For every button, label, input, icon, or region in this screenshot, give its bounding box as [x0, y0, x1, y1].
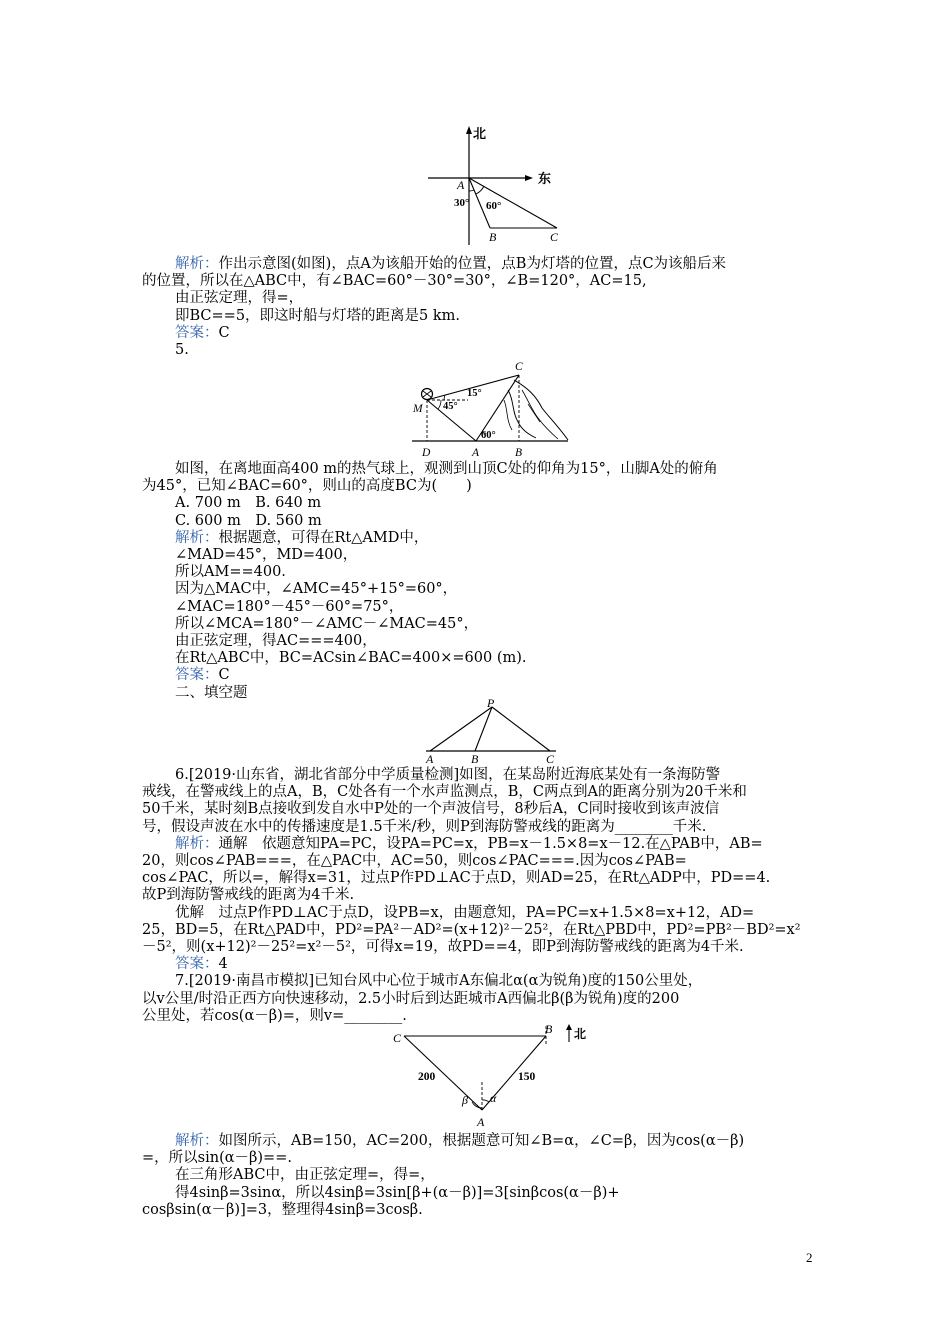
text-line: 即BC==5，即这时船与灯塔的距离是5 km.	[175, 307, 461, 324]
text-line: 在三角形ABC中，由正弦定理=，得=，	[175, 1167, 435, 1184]
text-line: 6.[2019·山东省，湖北省部分中学质量检测]如图，在某岛附近海底某处有一条海防警	[175, 767, 721, 783]
text-line: cosβsin(α－β)]=3，整理得4sinβ=3cosβ.	[142, 1201, 423, 1218]
fig4-point-c: C	[393, 1031, 402, 1045]
fig4-angle-alpha: α	[490, 1091, 497, 1105]
fig2-point-c: C	[515, 361, 523, 373]
text-line: 由正弦定理，得AC===400，	[175, 633, 377, 650]
fig1-point-c: C	[550, 230, 559, 244]
option-line: A. 700 m B. 640 m	[175, 495, 322, 512]
text-line: －5²，则(x+12)²－25²=x²－5²，可得x=19，故PD==4，即P到海防警戒线的距离为4千米.	[142, 939, 744, 956]
fig2-point-b: B	[515, 447, 523, 459]
text-line: 25，BD=5，在Rt△PAD中，PD²=PA²－AD²=(x+12)²－25²，在Rt△PBD中，PD²=PB²－BD²=x²	[142, 921, 801, 938]
fig4-point-b: B	[545, 1022, 553, 1036]
fig1-east-label: 东	[538, 172, 552, 187]
text-line: 7.[2019·南昌市模拟]已知台风中心位于城市A东偏北α(α为锐角)度的150公里处，	[175, 973, 703, 990]
fig4-side-150: 150	[518, 1071, 536, 1083]
text-line: 5.	[175, 342, 189, 359]
fig3-point-a: A	[426, 752, 434, 766]
text-line: 答案：C	[175, 667, 230, 684]
text-line: 优解 过点P作PD⊥AC于点D，设PB=x，由题意知，PA=PC=x+1.5×8=x+12，AD=	[175, 904, 755, 921]
figure-ship-bearing	[420, 125, 560, 245]
figure-sonar-triangle	[420, 698, 560, 764]
fig3-point-c: C	[546, 752, 555, 766]
question-5	[142, 461, 822, 702]
figure-typhoon	[392, 1022, 592, 1130]
section-heading: 二、填空题	[175, 684, 248, 701]
fig2-point-d: D	[422, 447, 431, 459]
text-line: 解析：作出示意图(如图)，点A为该船开始的位置，点B为灯塔的位置，点C为该船后来	[175, 256, 727, 272]
text-line: 20，则cos∠PAB===，在△PAC中，AC=50，则cos∠PAC===.因为cos∠PAB=	[142, 853, 687, 870]
analysis-label: 解析：	[175, 529, 219, 546]
fig2-point-a: A	[472, 447, 480, 459]
text-line: cos∠PAC，所以=，解得x=31，过点P作PD⊥AC于点D，则AD=25，在Rt△ADP中，PD==4.	[142, 870, 771, 887]
text-line: 的位置，所以在△ABC中，有∠BAC=60°－30°=30°，∠B=120°，AC=15,	[142, 273, 647, 290]
option-line: C. 600 m D. 560 m	[175, 512, 322, 529]
text-line: 因为△MAC中，∠AMC=45°+15°=60°，	[175, 581, 458, 598]
analysis-label: 解析：	[175, 256, 219, 272]
fig1-point-b: B	[489, 230, 497, 244]
text-line: ∠MAD=45°，MD=400，	[175, 547, 358, 564]
text-line: 故P到海防警戒线的距离为4千米.	[142, 887, 355, 904]
analysis-label: 解析：	[175, 835, 219, 852]
question-6-7	[142, 767, 822, 1025]
text-line: 答案：4	[175, 956, 228, 973]
analysis-label: 解析：	[175, 1133, 219, 1149]
text-line: 以v公里/时沿正西方向快速移动，2.5小时后到达距城市A西偏北β(β为锐角)度的200	[142, 990, 680, 1007]
text-line: 号，假设声波在水中的传播速度是1.5千米/秒，则P到海防警戒线的距离为________千米.	[142, 818, 707, 835]
fig3-point-p: P	[487, 696, 495, 710]
fig2-angle-45: 45°	[443, 401, 458, 412]
fig1-angle-60: 60°	[486, 200, 502, 212]
fig4-north-label: 北	[574, 1027, 587, 1041]
text-line: 解析：根据题意，可得在Rt△AMD中，	[175, 529, 429, 546]
text-line: 为45°，已知∠BAC=60°，则山的高度BC为( )	[142, 478, 472, 495]
text-line: 解析：如图所示，AB=150，AC=200，根据题意可知∠B=α，∠C=β，因为cos(α－β)	[175, 1133, 745, 1149]
fig2-angle-60: 60°	[481, 430, 496, 441]
text-line: 得4sinβ=3sinα，所以4sinβ=3sin[β+(α－β)]=3[sinβcos(α－β)+	[175, 1184, 620, 1201]
fig1-angle-30: 30°	[454, 197, 470, 209]
answer-label: 答案：	[175, 956, 219, 973]
fig3-point-b: B	[471, 752, 479, 766]
solution-q7	[142, 1133, 822, 1219]
fig1-point-a: A	[457, 178, 465, 192]
text-line: =，所以sin(α－β)==.	[142, 1150, 292, 1167]
text-line: 所以∠MCA=180°－∠AMC－∠MAC=45°，	[175, 615, 479, 632]
text-line: 50千米，某时刻B点接收到发自水中P处的一个声波信号，8秒后A，C同时接收到该声波信	[142, 801, 720, 818]
text-line: 在Rt△ABC中，BC=ACsin∠BAC=400×=600 (m).	[175, 650, 527, 667]
text-line: 戒线，在警戒线上的点A，B，C处各有一个水声监测点，B，C两点到A的距离分别为20千米和	[142, 784, 747, 801]
answer-label: 答案：	[175, 667, 219, 684]
text-line: 解析：通解 依题意知PA=PC，设PA=PC=x，PB=x－1.5×8=x－12.在△PAB中，AB=	[175, 835, 763, 852]
fig2-angle-15: 15°	[467, 388, 482, 399]
text-line: 公里处，若cos(α－β)=，则v=________.	[142, 1007, 407, 1024]
text-line: 答案：C	[175, 324, 230, 341]
figure-balloon-mountain	[408, 360, 573, 460]
fig4-angle-beta: β	[462, 1093, 468, 1107]
fig1-north-label: 北	[473, 127, 487, 142]
fig2-point-m: M	[413, 403, 423, 415]
solution-q4	[142, 256, 822, 359]
text-line: 由正弦定理，得=，	[175, 290, 304, 307]
fig4-side-200: 200	[418, 1071, 436, 1083]
answer-label: 答案：	[175, 324, 219, 341]
text-line: 所以AM==400.	[175, 564, 286, 581]
text-line: ∠MAC=180°－45°－60°=75°，	[175, 598, 404, 615]
fig4-point-a: A	[477, 1115, 485, 1129]
page-number: 2	[806, 1250, 813, 1265]
text-line: 如图，在离地面高400 m的热气球上，观测到山顶C处的仰角为15°，山脚A处的俯角	[175, 461, 718, 477]
